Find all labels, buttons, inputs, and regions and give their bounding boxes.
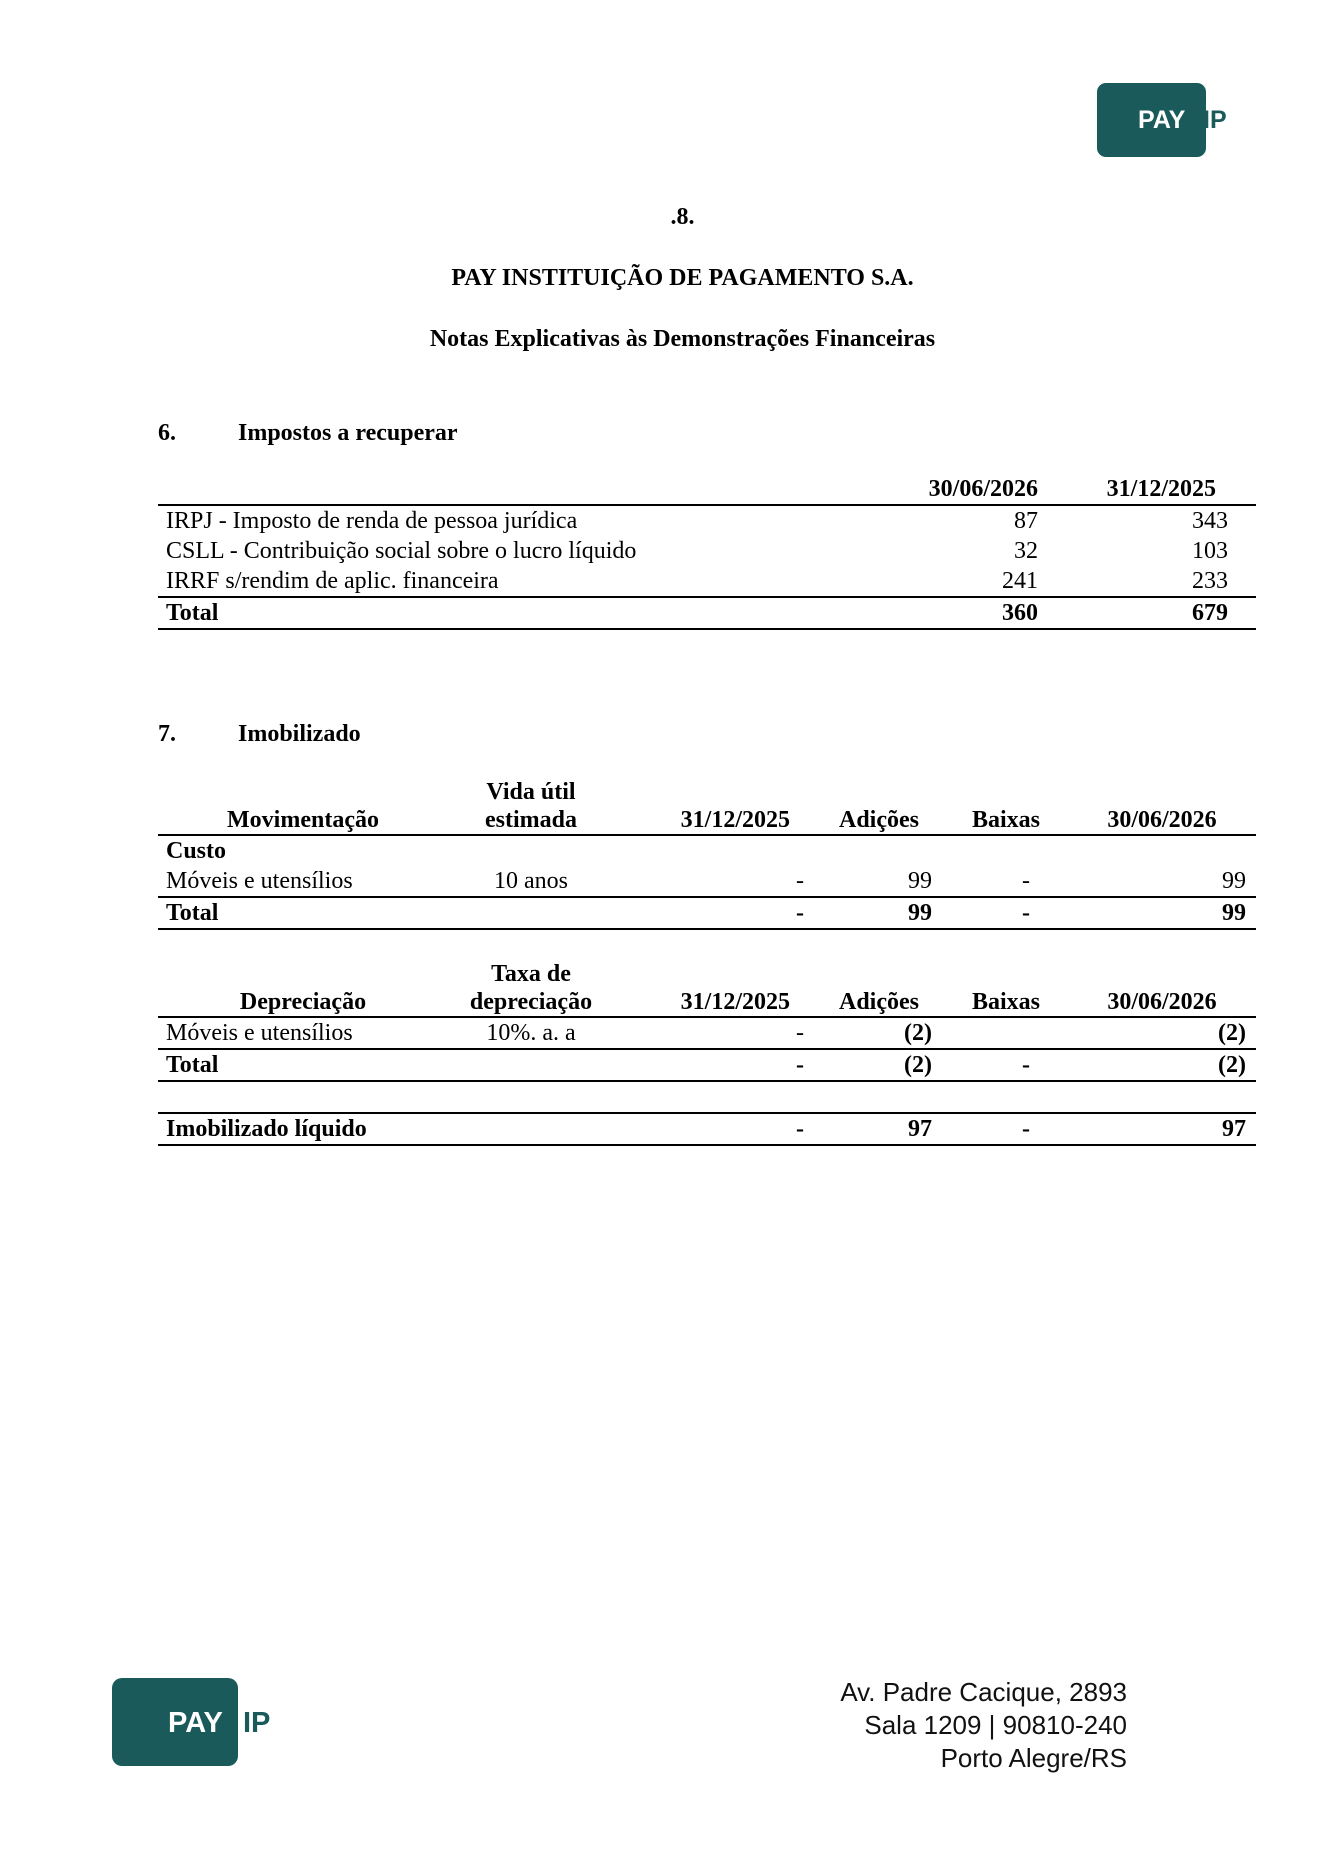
- row-value: -: [796, 868, 804, 894]
- total-value: -: [796, 1052, 804, 1078]
- column-header: 30/06/2026: [1107, 989, 1217, 1015]
- total-value: -: [796, 900, 804, 926]
- depreciation-header-row-1: [158, 960, 1256, 988]
- net-label: Imobilizado líquido: [166, 1116, 367, 1142]
- column-header: Baixas: [971, 989, 1040, 1015]
- column-header: 31/12/2025: [680, 807, 790, 833]
- total-row: [158, 597, 1256, 629]
- row-value: 87: [1014, 508, 1038, 534]
- section-6-title: Impostos a recuperar: [238, 420, 458, 446]
- row-value: 103: [1192, 538, 1228, 564]
- cost-header-row-1: [158, 778, 1256, 806]
- cost-header-row-2: [158, 806, 1256, 835]
- row-value: [944, 1017, 1068, 1049]
- row-label: IRPJ - Imposto de renda de pessoa jurídica: [166, 508, 578, 534]
- total-label: Total: [166, 900, 219, 926]
- net-value: -: [796, 1116, 804, 1142]
- total-label: Total: [166, 600, 219, 626]
- total-value: (2): [904, 1052, 932, 1078]
- column-header: Movimentação: [227, 807, 379, 833]
- address-line: Sala 1209 | 90810-240: [864, 1710, 1127, 1740]
- total-row: [158, 1049, 1256, 1081]
- row-value: 233: [1192, 568, 1228, 594]
- group-row: [158, 835, 1256, 866]
- total-value: 679: [1192, 600, 1228, 626]
- spacer-row: [158, 929, 1256, 960]
- column-header: Baixas: [971, 807, 1040, 833]
- column-header: depreciação: [469, 989, 593, 1015]
- net-value: 97: [908, 1116, 932, 1142]
- footer-logo: [112, 1678, 282, 1768]
- column-header: 30/06/2026: [1107, 807, 1217, 833]
- row-value: 241: [1002, 568, 1038, 594]
- row-label: Móveis e utensílios: [166, 1020, 353, 1046]
- total-label: Total: [166, 1052, 219, 1078]
- header-logo: [1097, 83, 1237, 159]
- column-header: Adições: [839, 989, 919, 1015]
- column-header: 31/12/2025: [680, 989, 790, 1015]
- group-label: Custo: [166, 838, 227, 864]
- table-row: [158, 866, 1256, 897]
- table-row: [158, 1017, 1256, 1049]
- section-7-title: Imobilizado: [238, 721, 361, 747]
- logo-pay-text: PAY: [168, 1707, 223, 1739]
- row-value: -: [1022, 868, 1030, 894]
- total-value: 99: [908, 900, 932, 926]
- document-subtitle: Notas Explicativas às Demonstrações Financeiras: [429, 326, 936, 352]
- column-header: 30/06/2026: [928, 476, 1038, 502]
- total-value: 360: [1002, 600, 1038, 626]
- row-label: CSLL - Contribuição social sobre o lucro líquido: [166, 538, 637, 564]
- row-value: 99: [908, 868, 932, 894]
- section-7-number: 7.: [158, 721, 176, 747]
- spacer-row: [158, 1081, 1256, 1113]
- taxes-table: [158, 474, 1256, 630]
- net-value: -: [1022, 1116, 1030, 1142]
- net-value: 97: [1222, 1116, 1246, 1142]
- row-value: 10 anos: [494, 868, 568, 894]
- company-title: PAY INSTITUIÇÃO DE PAGAMENTO S.A.: [451, 265, 914, 291]
- column-header: Depreciação: [239, 989, 367, 1015]
- total-value: 99: [1222, 900, 1246, 926]
- fixed-assets-table: [158, 778, 1256, 1146]
- column-header: Adições: [839, 807, 919, 833]
- depreciation-header-row-2: [158, 988, 1256, 1017]
- total-row: [158, 897, 1256, 929]
- row-value: (2): [904, 1020, 932, 1046]
- column-header: estimada: [485, 807, 577, 833]
- row-label: IRRF s/rendim de aplic. financeira: [166, 568, 499, 594]
- column-header: Vida útil: [486, 779, 576, 805]
- logo-ip-text: IP: [243, 1707, 271, 1739]
- table-row: [158, 536, 1256, 566]
- table-header-row: [158, 474, 1256, 505]
- total-value: -: [1022, 1052, 1030, 1078]
- table-row: [158, 566, 1256, 597]
- total-value: -: [1022, 900, 1030, 926]
- address-line: Porto Alegre/RS: [940, 1743, 1127, 1773]
- column-header: 31/12/2025: [1106, 476, 1216, 502]
- row-value: 32: [1014, 538, 1038, 564]
- row-value: 99: [1222, 868, 1246, 894]
- logo-ip-text: IP: [1203, 106, 1227, 134]
- column-header: Taxa de: [491, 961, 571, 987]
- total-value: (2): [1218, 1052, 1246, 1078]
- row-label: Móveis e utensílios: [166, 868, 353, 894]
- row-value: 343: [1192, 508, 1228, 534]
- footer-address: [840, 1676, 1127, 1775]
- address-line: Av. Padre Cacique, 2893: [840, 1677, 1127, 1707]
- table-row: [158, 505, 1256, 536]
- row-value: -: [796, 1020, 804, 1046]
- section-6-number: 6.: [158, 420, 176, 446]
- logo-pay-text: PAY: [1138, 106, 1186, 134]
- net-row: [158, 1113, 1256, 1145]
- row-value: 10%. a. a: [486, 1020, 576, 1046]
- page-number: .8.: [670, 204, 695, 230]
- row-value: (2): [1218, 1020, 1246, 1046]
